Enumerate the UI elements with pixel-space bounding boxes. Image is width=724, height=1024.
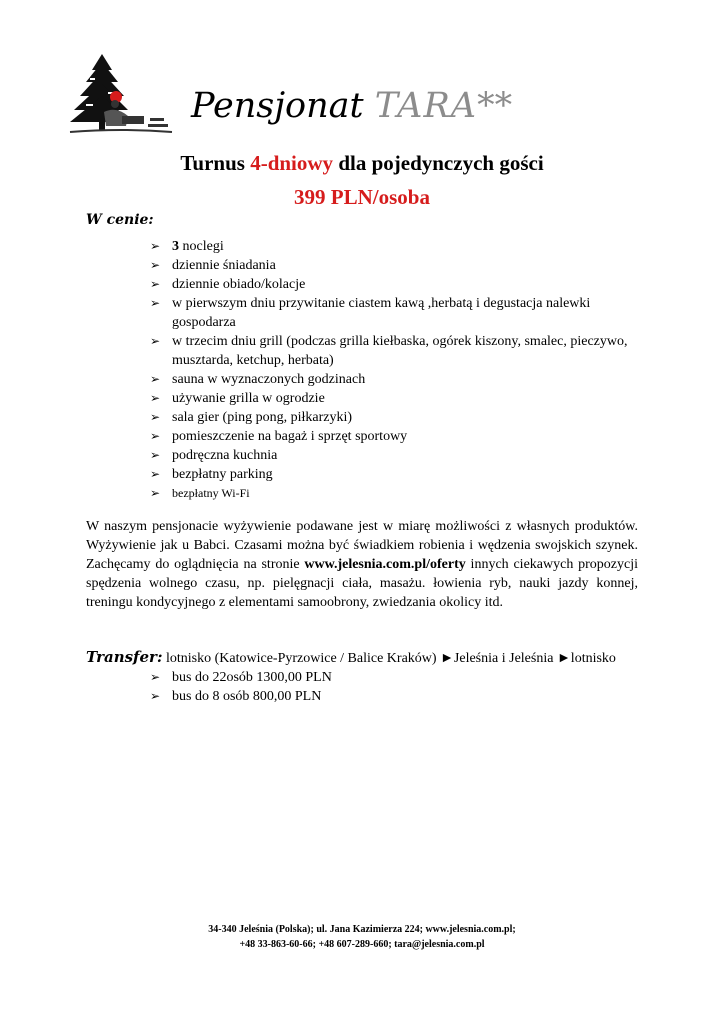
list-item bbox=[150, 465, 640, 484]
list-item bbox=[150, 408, 640, 427]
item-text: dziennie śniadania bbox=[172, 258, 276, 273]
transfer-line bbox=[86, 646, 616, 670]
description-text-end: innych ciekawych propozycji spędzenia wolnego czasu, np. pielęgnacji ciała, masażu. łowienia ryb, nauki jazdy konnej, treningu kondycyjnego z elementami samoobrony, zwiedzania okolicy itd. bbox=[86, 557, 638, 610]
arrowhead-bullet-icon: ➢ bbox=[150, 467, 161, 481]
page-title bbox=[0, 150, 724, 176]
list-item bbox=[150, 370, 640, 389]
brand-stars: ** bbox=[477, 86, 513, 126]
title-highlight: 4-dniowy bbox=[250, 151, 334, 175]
arrowhead-bullet-icon: ➢ bbox=[150, 277, 161, 291]
item-text: dziennie obiado/kolacje bbox=[172, 277, 306, 292]
footer-contact bbox=[0, 922, 724, 952]
list-item bbox=[150, 668, 640, 687]
description-text: W naszym pensjonacie wyżywienie podawane jest w miarę możliwości z własnych produktów. Wyżywienie jak u Babci. Czasami można być świadkiem robienia i wędzenia swojskich szynek. Zachęcamy do oglądnięcia na stronie bbox=[86, 519, 638, 572]
list-item bbox=[150, 427, 640, 446]
arrowhead-bullet-icon: ➢ bbox=[150, 372, 161, 386]
transfer-prices-list bbox=[150, 668, 640, 706]
list-item bbox=[150, 332, 640, 370]
list-item bbox=[150, 389, 640, 408]
arrowhead-bullet-icon: ➢ bbox=[150, 239, 161, 253]
arrowhead-bullet-icon: ➢ bbox=[150, 258, 161, 272]
brand-name-accent: TARA bbox=[374, 86, 478, 126]
included-items-list bbox=[150, 237, 640, 503]
item-text: bezpłatny Wi-Fi bbox=[172, 486, 250, 500]
pine-tree-logo-icon bbox=[66, 52, 176, 136]
list-item bbox=[150, 484, 640, 503]
arrowhead-bullet-icon: ➢ bbox=[150, 670, 161, 684]
item-text: sala gier (ping pong, piłkarzyki) bbox=[172, 410, 353, 425]
item-text: sauna w wyznaczonych godzinach bbox=[172, 372, 366, 387]
arrowhead-bullet-icon: ➢ bbox=[150, 334, 161, 348]
item-text: pomieszczenie na bagaż i sprzęt sportowy bbox=[172, 429, 408, 444]
item-emphasis: 3 bbox=[172, 239, 179, 254]
list-item bbox=[150, 294, 640, 332]
title-suffix: dla pojedynczych gości bbox=[333, 151, 544, 175]
description-paragraph bbox=[86, 517, 638, 612]
arrowhead-bullet-icon: ➢ bbox=[150, 391, 161, 405]
item-text: używanie grilla w ogrodzie bbox=[172, 391, 325, 406]
arrowhead-bullet-icon: ➢ bbox=[150, 689, 161, 703]
brand-name bbox=[191, 86, 512, 126]
price-headline: 399 PLN/osoba bbox=[294, 185, 430, 209]
arrowhead-bullet-icon: ➢ bbox=[150, 410, 161, 424]
item-text: bus do 8 osób 800,00 PLN bbox=[172, 689, 322, 704]
list-item bbox=[150, 275, 640, 294]
item-text: bus do 22osób 1300,00 PLN bbox=[172, 670, 332, 685]
item-text: bezpłatny parking bbox=[172, 467, 273, 482]
item-text: w pierwszym dniu przywitanie ciastem kawą ,herbatą i degustacja nalewki gospodarza bbox=[172, 296, 591, 330]
item-text: w trzecim dniu grill (podczas grilla kiełbaska, ogórek kiszony, smalec, pieczywo, musztarda, ketchup, herbata) bbox=[172, 334, 628, 368]
arrowhead-bullet-icon: ➢ bbox=[150, 448, 161, 462]
title-prefix: Turnus bbox=[180, 151, 251, 175]
price-includes-label: W cenie: bbox=[86, 212, 154, 228]
item-text: podręczna kuchnia bbox=[172, 448, 278, 463]
arrowhead-bullet-icon: ➢ bbox=[150, 429, 161, 443]
list-item bbox=[150, 256, 640, 275]
list-item bbox=[150, 687, 640, 706]
transfer-route: lotnisko (Katowice-Pyrzowice / Balice Kraków) ►Jeleśnia i Jeleśnia ►lotnisko bbox=[162, 651, 616, 666]
arrowhead-bullet-icon: ➢ bbox=[150, 296, 161, 310]
transfer-label: Transfer: bbox=[86, 648, 163, 666]
footer-phones-email: +48 33-863-60-66; +48 607-289-660; tara@jelesnia.com.pl bbox=[239, 939, 485, 950]
brand-name-main: Pensjonat bbox=[191, 86, 364, 126]
arrowhead-bullet-icon: ➢ bbox=[150, 486, 161, 500]
list-item bbox=[150, 446, 640, 465]
list-item bbox=[150, 237, 640, 256]
footer-address: 34-340 Jeleśnia (Polska); ul. Jana Kazimierza 224; www.jelesnia.com.pl; bbox=[208, 924, 516, 935]
item-text: noclegi bbox=[179, 239, 224, 254]
offers-link[interactable]: www.jelesnia.com.pl/oferty bbox=[304, 557, 466, 572]
